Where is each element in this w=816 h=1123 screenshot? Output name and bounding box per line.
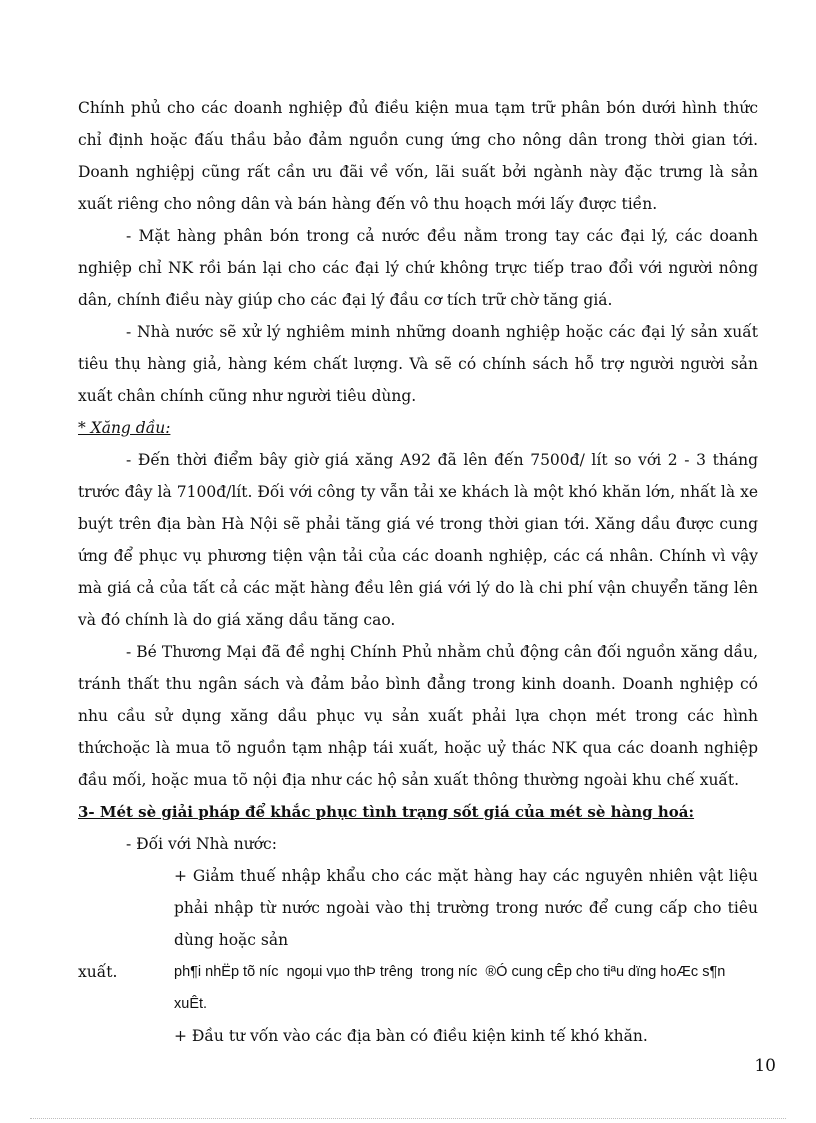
garbled-text-overlay: ph¶i nhËp tõ níc ngoµi vµo thÞ trêng trong níc ®Ó cung cÊp cho tiªu dïng hoÆc s¶n xuÊt. — [174, 964, 730, 1012]
page-number: 10 — [754, 1056, 776, 1076]
paragraph-fertilizer-reserve: Chính phủ cho các doanh nghiệp đủ điều kiện mua tạm trữ phân bón dưới hình thức chỉ định hoặc đấu thầu bảo đảm nguồn cung ứng cho nông dân trong thời gian tới. Doanh nghiệpj cũng rất cần ưu đãi về vốn, lãi suất bởi ngành này đặc trưng là sản xuất riêng cho nông dân và bán hàng đến vô thu hoạch mới lấy được tiền. — [78, 99, 758, 213]
section-heading-solutions: 3- Mét sè giải pháp để khắc phục tình trạng sốt giá của mét sè hàng hoá: — [78, 803, 695, 821]
paragraph-petrol-price: - Đến thời điểm bây giờ giá xăng A92 đã lên đến 7500đ/ lít so với 2 - 3 tháng trước đây là 7100đ/lít. Đối với công ty vẫn tải xe khách là một khó khăn lớn, nhất là xe buýt trên địa bàn Hà Nội sẽ phải tăng giá vé trong thời gian tới. Xăng dầu được cung ứng để phục vụ phương tiện vận tải của các doanh nghiệp, các cá nhân. Chính vì vậy mà giá cả của tất cả các mặt hàng đều lên giá với lý do là chi phí vận chuyển tăng lên và đó chính là do giá xăng dầu tăng cao. — [78, 451, 758, 629]
paragraph-state-measures: - Đối với Nhà nước: — [126, 835, 277, 853]
paragraph-import-tax-continuation — [78, 956, 758, 1020]
paragraph-trade-ministry: - Bé Thương Mại đã đề nghị Chính Phủ nhằm chủ động cân đối nguồn xăng dầu, tránh thất thu ngân sách và đảm bảo bình đẳng trong kinh doanh. Doanh nghiệp có nhu cầu sử dụng xăng dầu phục vụ sản xuất phải lựa chọn mét trong các hình thứchoặc là mua tõ nguồn tạm nhập tái xuất, hoặc uỷ thác NK qua các doanh nghiệp đầu mối, hoặc mua tõ nội địa như các hộ sản xuất thông thường ngoài khu chế xuất. — [78, 643, 758, 789]
paragraph-state-handling: - Nhà nước sẽ xử lý nghiêm minh những doanh nghiệp hoặc các đại lý sản xuất tiêu thụ hàng giả, hàng kém chất lượng. Và sẽ có chính sách hỗ trợ người người sản xuất chân chính cũng như người tiêu dùng. — [78, 323, 758, 405]
footer-divider — [30, 1118, 786, 1119]
paragraph-investment: + Đầu tư vốn vào các địa bàn có điều kiện kinh tế khó khăn. — [174, 1027, 648, 1045]
section-heading-petrol: * Xăng dầu: — [78, 419, 171, 437]
paragraph-import-tax: + Giảm thuế nhập khẩu cho các mặt hàng hay các nguyên nhiên vật liệu phải nhập từ nước ngoài vào thị trường trong nước để cung cấp cho tiêu dùng hoặc sản — [174, 867, 758, 949]
paragraph-fertilizer-agents: - Mặt hàng phân bón trong cả nước đều nằm trong tay các đại lý, các doanh nghiệp chỉ NK rồi bán lại cho các đại lý chứ không trực tiếp trao đổi với người nông dân, chính điều này giúp cho các đại lý đầu cơ tích trữ chờ tăng giá. — [78, 227, 758, 309]
page-body — [78, 92, 758, 1052]
word-xuat: xuất. — [78, 963, 118, 981]
